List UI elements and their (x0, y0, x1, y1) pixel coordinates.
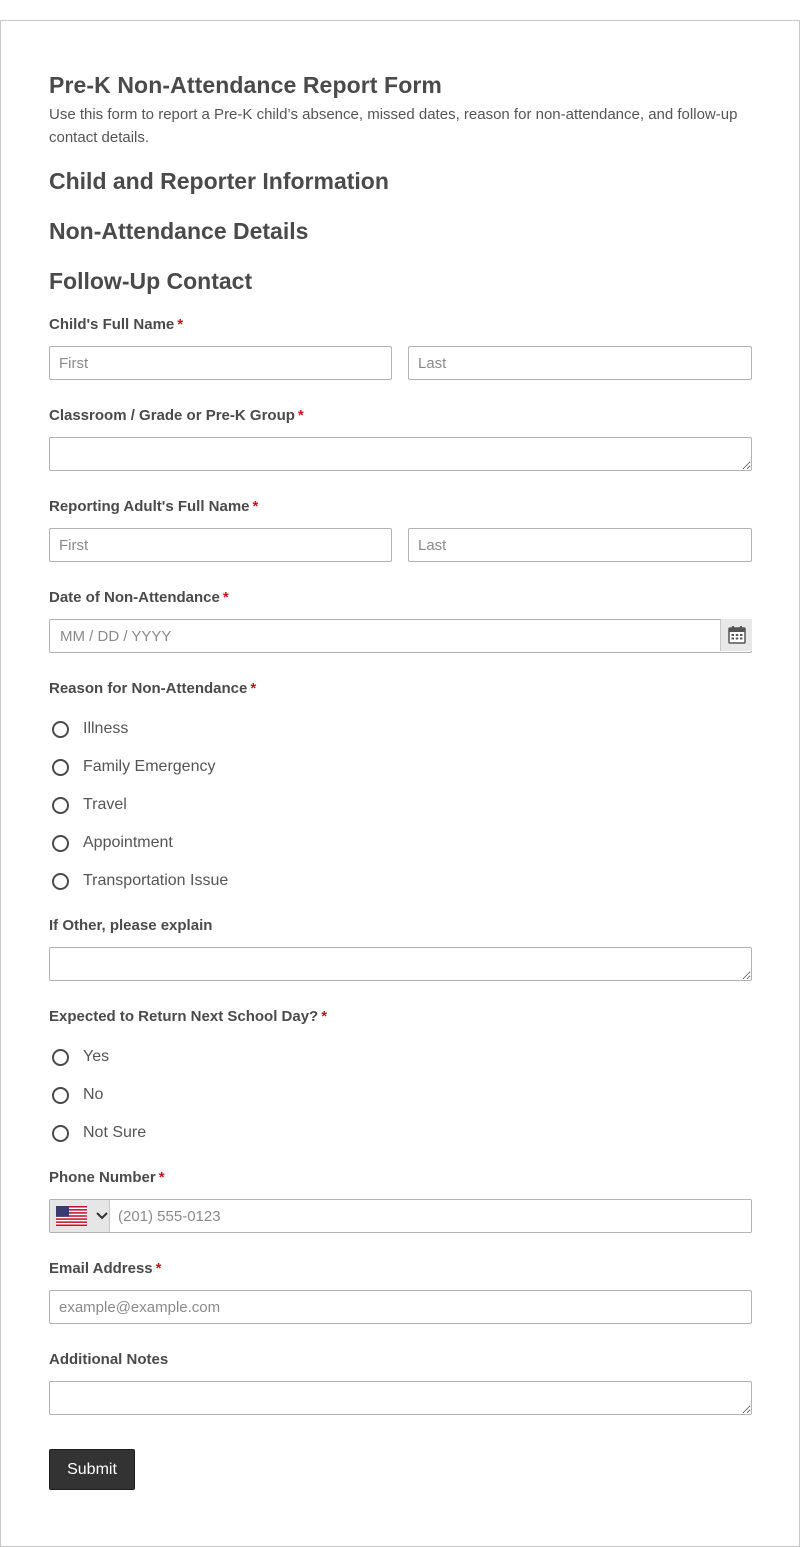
reason-label (49, 680, 256, 697)
email-input[interactable] (49, 1290, 752, 1324)
radio-option-label: Family Emergency (83, 758, 216, 775)
us-flag-icon (56, 1206, 87, 1226)
radio-button[interactable] (52, 797, 69, 814)
radio-option-label: Transportation Issue (83, 872, 229, 889)
reason-label-text: Reason for Non-Attendance (49, 680, 248, 697)
return-option-no[interactable] (49, 1083, 103, 1107)
required-marker: * (297, 407, 304, 424)
reason-option-travel[interactable] (49, 793, 127, 817)
radio-option-label: Appointment (83, 834, 173, 851)
radio-button[interactable] (52, 759, 69, 776)
radio-button[interactable] (52, 1125, 69, 1142)
return-option-not-sure[interactable] (49, 1121, 146, 1145)
radio-button[interactable] (52, 873, 69, 890)
child-name-label (49, 316, 183, 333)
form-container (0, 20, 800, 1547)
submit-button[interactable]: Submit (49, 1449, 135, 1490)
required-marker: * (177, 316, 184, 333)
section-heading-follow-up: Follow-Up Contact (49, 268, 253, 294)
reporter-first-name-input[interactable] (49, 528, 392, 562)
child-last-name-input[interactable] (408, 346, 752, 380)
child-name-label-text: Child's Full Name (49, 316, 175, 333)
return-label-text: Expected to Return Next School Day? (49, 1008, 319, 1025)
radio-button[interactable] (52, 835, 69, 852)
section-heading-child-reporter: Child and Reporter Information (49, 168, 389, 194)
required-marker: * (252, 498, 259, 515)
required-marker: * (222, 589, 229, 606)
form-title: Pre-K Non-Attendance Report Form (49, 72, 442, 98)
notes-label (49, 1351, 168, 1368)
reporter-name-label (49, 498, 258, 515)
reason-option-illness[interactable] (49, 717, 128, 741)
chevron-down-icon (96, 1212, 108, 1220)
reporter-name-label-text: Reporting Adult's Full Name (49, 498, 250, 515)
section-heading-details: Non-Attendance Details (49, 218, 309, 244)
radio-option-label: Illness (83, 720, 129, 737)
email-label-text: Email Address (49, 1260, 153, 1277)
phone-label-text: Phone Number (49, 1169, 156, 1186)
reason-option-appointment[interactable] (49, 831, 173, 855)
other-explain-label-text: If Other, please explain (49, 917, 213, 934)
date-label-text: Date of Non-Attendance (49, 589, 220, 606)
radio-button[interactable] (52, 1049, 69, 1066)
required-marker: * (155, 1260, 162, 1277)
phone-label (49, 1169, 165, 1186)
country-code-select[interactable] (50, 1200, 110, 1232)
notes-textarea[interactable] (49, 1381, 752, 1415)
email-label (49, 1260, 162, 1277)
date-input[interactable] (49, 619, 752, 653)
date-field (49, 619, 752, 653)
classroom-label (49, 407, 304, 424)
classroom-label-text: Classroom / Grade or Pre-K Group (49, 407, 295, 424)
other-explain-label (49, 917, 212, 934)
radio-button[interactable] (52, 721, 69, 738)
child-first-name-input[interactable] (49, 346, 392, 380)
phone-field (49, 1199, 752, 1233)
notes-label-text: Additional Notes (49, 1351, 169, 1368)
return-label (49, 1008, 327, 1025)
radio-button[interactable] (52, 1087, 69, 1104)
reason-option-family-emergency[interactable] (49, 755, 215, 779)
radio-option-label: Yes (83, 1048, 110, 1065)
other-explain-textarea[interactable] (49, 947, 752, 981)
radio-option-label: Travel (83, 796, 127, 813)
reporter-last-name-input[interactable] (408, 528, 752, 562)
radio-option-label: Not Sure (83, 1124, 147, 1141)
calendar-button[interactable] (720, 619, 752, 651)
reason-option-transportation-issue[interactable] (49, 869, 228, 893)
radio-option-label: No (83, 1086, 104, 1103)
required-marker: * (158, 1169, 165, 1186)
return-option-yes[interactable] (49, 1045, 109, 1069)
classroom-textarea[interactable] (49, 437, 752, 471)
required-marker: * (250, 680, 257, 697)
date-label (49, 589, 229, 606)
phone-input[interactable] (110, 1201, 751, 1231)
required-marker: * (321, 1008, 328, 1025)
form-description: Use this form to report a Pre-K child’s absence, missed dates, reason for non-attendance, and follow-up contact details. (49, 106, 738, 146)
calendar-icon (727, 625, 747, 645)
